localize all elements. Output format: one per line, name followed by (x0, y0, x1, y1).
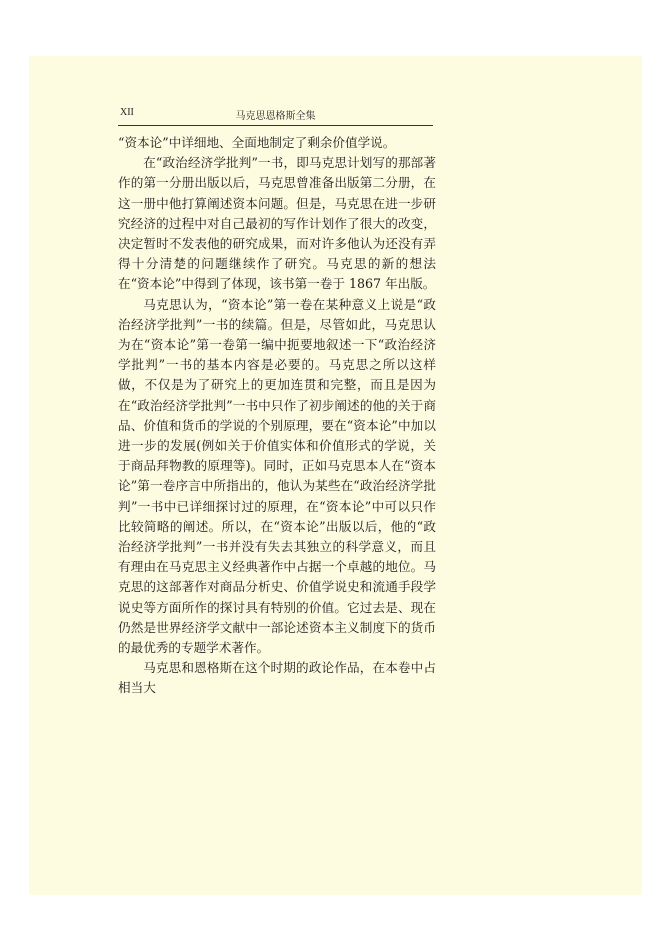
header-rule (118, 125, 433, 126)
body-text (118, 133, 436, 699)
running-header (118, 105, 433, 123)
paragraph: 马克思认为，“资本论”第一卷在某种意义上说是“政治经济学批判”一书的续篇。但是，尽管如此，马克思认为在“资本论”第一卷第一编中扼要地叙述一下“政治经济学批判”一书的基本内容是必要的。马克思之所以这样做，不仅是为了研究上的更加连贯和完整，而且是因为在“政治经济学批判”一书中只作了初步阐述的他的关于商品、价值和货币的学说的个别原理，要在“资本论”中加以进一步的发展(例如关于价值实体和价值形式的学说，关于商品拜物教的原理等)。同时，正如马克思本人在“资本论”第一卷序言中所指出的，他认为某些在“政治经济学批判”一书中已详细探讨过的原理，在“资本论”中可以只作比较简略的阐述。所以，在“资本论”出版以后，他的“政治经济学批判”一书并没有失去其独立的科学意义，而且有理由在马克思主义经典著作中占据一个卓越的地位。马克思的这部著作对商品分析史、价值学说史和流通手段学说史等方面所作的探讨具有特别的价值。它过去是、现在仍然是世界经济学文献中一部论述资本主义制度下的货币的最优秀的专题学术著作。 (118, 296, 436, 656)
paragraph: 在“政治经济学批判”一书，即马克思计划写的那部著作的第一分册出版以后，马克思曾准备出版第二分册，在这一册中他打算阐述资本问题。但是，马克思在进一步研究经济的过程中对自己最初的写作计划作了很大的改变，决定暂时不发表他的研究成果，而对许多他认为还没有弄得十分清楚的问题继续作了研究。马克思的新的想法在“资本论”中得到了体现，该书第一卷于 1867 年出版。 (118, 155, 436, 292)
page-number: XII (120, 107, 134, 118)
book-title: 马克思恩格斯全集 (235, 111, 316, 122)
paragraph: 马克思和恩格斯在这个时期的政论作品，在本卷中占相当大 (118, 660, 436, 696)
paragraph-continuation: “资本论”中详细地、全面地制定了剩余价值学说。 (118, 135, 396, 150)
